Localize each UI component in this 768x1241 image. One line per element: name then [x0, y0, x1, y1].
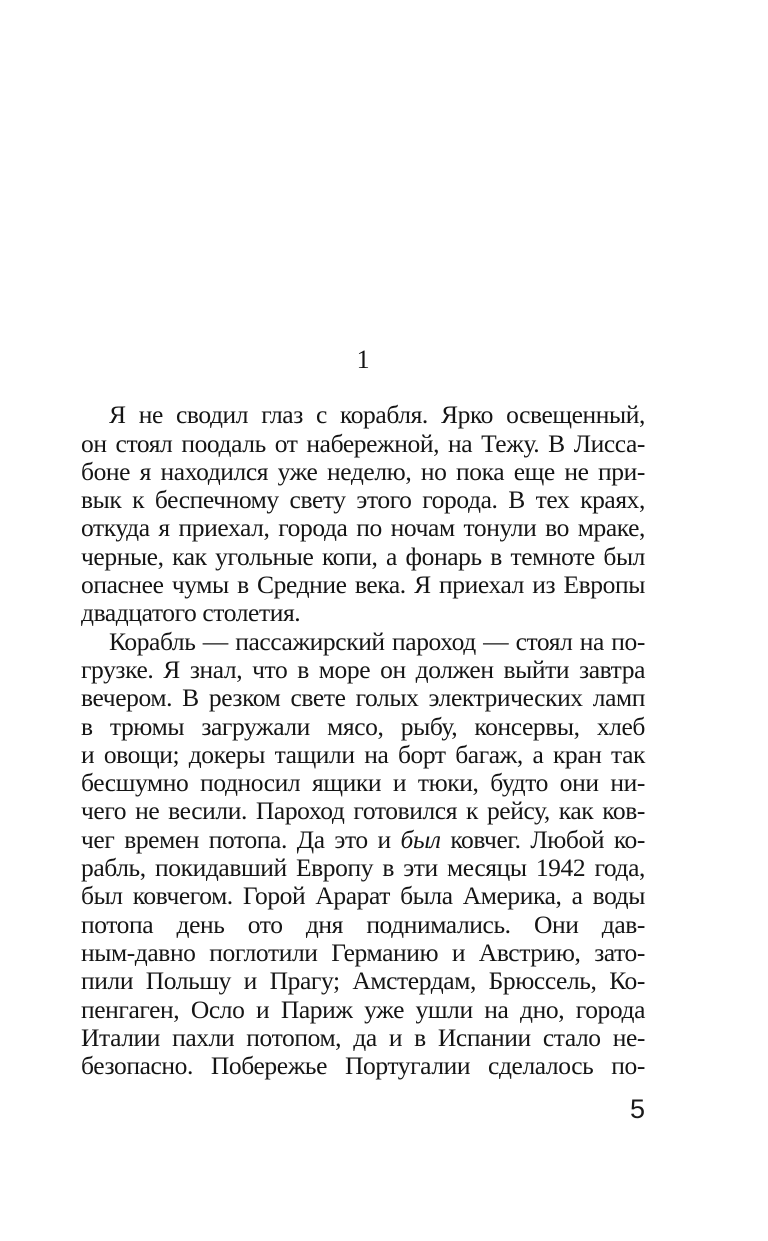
text-line — [81, 458, 645, 486]
text-segment: ковчег. Любой ко- — [440, 824, 645, 854]
text-segment: пенгаген, Осло и Париж уже ушли на дно, города — [81, 994, 645, 1024]
text-segment: вык к беспечному свету этого города. В тех краях, — [81, 485, 645, 515]
text-segment: двадцатого столетия. — [81, 598, 301, 628]
text-line — [81, 599, 645, 627]
text-line — [81, 826, 645, 854]
text-segment: безопасно. Побережье Португалии сделалось по- — [81, 1051, 645, 1081]
text-line — [81, 854, 645, 882]
text-segment: чег времен потопа. Да это и — [81, 824, 401, 854]
text-segment: опаснее чумы в Средние века. Я приехал из Европы — [81, 570, 645, 600]
text-segment: боне я находился уже неделю, но пока еще не при- — [81, 456, 645, 486]
text-line — [81, 514, 645, 542]
text-line — [81, 769, 645, 797]
text-line — [81, 713, 645, 741]
text-segment: Италии пахли потопом, да и в Испании стало не- — [81, 1022, 645, 1052]
emphasized-text: был — [400, 824, 441, 854]
text-segment: был ковчегом. Горой Арарат была Америка, а воды — [81, 881, 645, 911]
text-segment: он стоял поодаль от набережной, на Тежу. В Лисса- — [81, 428, 645, 458]
text-segment: Я не сводил глаз с корабля. Ярко освещенный, — [109, 400, 645, 430]
text-line — [81, 911, 645, 939]
text-line — [81, 967, 645, 995]
text-line — [81, 571, 645, 599]
paragraph — [81, 628, 645, 1081]
text-line — [81, 543, 645, 571]
text-line — [81, 939, 645, 967]
text-segment: вечером. В резком свете голых электрических ламп — [81, 683, 645, 713]
text-block — [81, 401, 645, 1080]
text-segment: бесшумно подносил ящики и тюки, будто они ни- — [81, 768, 645, 798]
text-segment: и овощи; докеры тащили на борт багаж, а кран так — [81, 739, 645, 769]
book-page — [81, 0, 645, 1080]
text-line — [81, 486, 645, 514]
text-line — [81, 401, 645, 429]
text-line — [81, 1052, 645, 1080]
text-segment: ным-давно поглотили Германию и Австрию, зато- — [81, 937, 645, 967]
text-line — [81, 797, 645, 825]
text-segment: откуда я приехал, города по ночам тонули во мраке, — [81, 513, 645, 543]
chapter-number: 1 — [356, 345, 370, 374]
text-line — [81, 430, 645, 458]
text-segment: грузке. Я знал, что в море он должен выйти завтра — [81, 654, 645, 684]
text-segment: потопа день ото дня поднимались. Они дав- — [81, 909, 645, 939]
text-line — [81, 882, 645, 910]
text-line — [81, 628, 645, 656]
text-segment: черные, как угольные копи, а фонарь в темноте был — [81, 541, 645, 571]
page-number: 5 — [629, 1094, 645, 1124]
text-line — [81, 684, 645, 712]
text-segment: пили Польшу и Прагу; Амстердам, Брюссель, Ко- — [81, 966, 645, 996]
text-segment: Корабль — пассажирский пароход — стоял на по- — [109, 626, 645, 656]
paragraph — [81, 401, 645, 627]
text-segment: рабль, покидавший Европу в эти месяцы 1942 года, — [81, 853, 645, 883]
text-line — [81, 656, 645, 684]
text-segment: чего не весили. Пароход готовился к рейсу, как ков- — [81, 796, 645, 826]
text-segment: в трюмы загружали мясо, рыбу, консервы, хлеб — [81, 711, 645, 741]
text-line — [81, 1024, 645, 1052]
text-line — [81, 741, 645, 769]
text-line — [81, 996, 645, 1024]
